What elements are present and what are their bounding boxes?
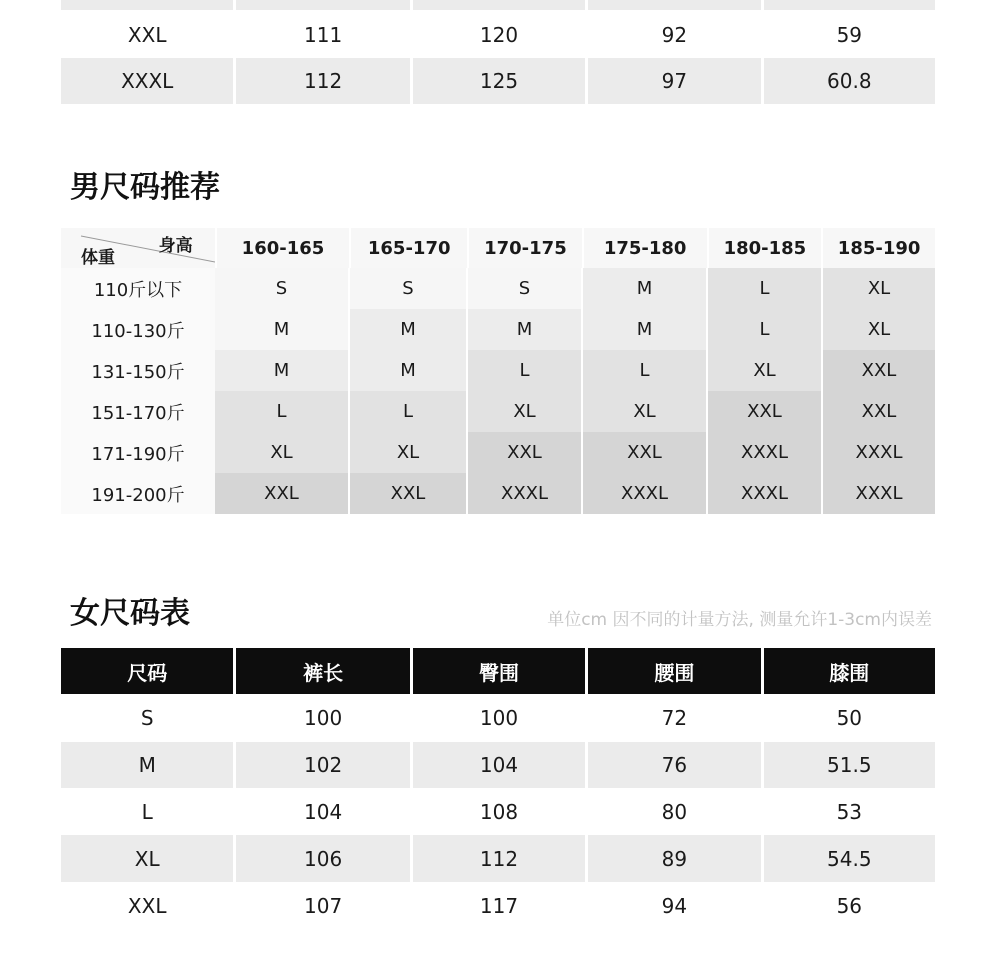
- size-cell: M: [350, 309, 466, 350]
- table-cell: 104: [304, 799, 343, 824]
- size-cell: S: [350, 268, 466, 309]
- size-cell: XXXL: [708, 473, 821, 514]
- size-cell: XXL: [823, 350, 935, 391]
- size-cell: XL: [708, 350, 821, 391]
- table-row: [61, 835, 935, 882]
- recommend-row: [61, 473, 935, 514]
- table-cell: 50: [836, 706, 863, 730]
- table-cell: S: [140, 706, 154, 730]
- size-cell: XXXL: [708, 432, 821, 473]
- table-cell: 125: [413, 58, 585, 104]
- size-cell: M: [583, 268, 706, 309]
- weight-label: 110-130斤: [61, 309, 215, 350]
- height-header: 165-170: [351, 228, 467, 268]
- table-row: [61, 694, 935, 742]
- table-cell: 92: [661, 23, 688, 47]
- table-cell: 72: [661, 706, 688, 730]
- height-header: 170-175: [469, 228, 582, 268]
- size-cell: XXL: [708, 391, 821, 432]
- table-row: [61, 788, 935, 835]
- table-cell: 100: [304, 706, 343, 730]
- table-cell: 102: [236, 742, 409, 788]
- table-row: [61, 12, 935, 58]
- size-cell: L: [350, 391, 466, 432]
- height-header: 175-180: [584, 228, 707, 268]
- size-cell: M: [468, 309, 581, 350]
- height-header: 180-185: [709, 228, 822, 268]
- top-size-table: [61, 12, 935, 104]
- table-cell: 120: [479, 23, 519, 47]
- table-cell: M: [61, 742, 233, 788]
- size-cell: XL: [215, 432, 348, 473]
- size-cell: M: [583, 309, 706, 350]
- size-cell: XL: [468, 391, 581, 432]
- table-cell: XXL: [127, 23, 167, 47]
- weight-label: 171-190斤: [61, 432, 215, 473]
- corner-weight-label: 体重: [81, 248, 115, 268]
- column-header: 腰围: [588, 648, 760, 694]
- men-recommend-title: 男尺码推荐: [70, 170, 220, 205]
- size-cell: L: [708, 268, 821, 309]
- size-cell: XXL: [823, 391, 935, 432]
- recommend-row: [61, 432, 935, 473]
- size-cell: XL: [350, 432, 466, 473]
- column-header: 臀围: [413, 648, 585, 694]
- table-row: [61, 882, 935, 930]
- size-cell: XXXL: [583, 473, 706, 514]
- table-cell: 94: [661, 894, 688, 918]
- table-cell: L: [141, 799, 153, 824]
- recommend-row: [61, 391, 935, 432]
- column-header: 裤长: [236, 648, 409, 694]
- size-cell: XL: [823, 268, 935, 309]
- table-cell: 59: [836, 23, 863, 47]
- weight-label: 151-170斤: [61, 391, 215, 432]
- table-cell: 112: [413, 835, 585, 882]
- table-cell: 111: [304, 23, 343, 47]
- table-cell: 76: [588, 742, 760, 788]
- table-cell: 60.8: [764, 58, 935, 104]
- size-cell: XL: [583, 391, 706, 432]
- recommend-row: [61, 268, 935, 309]
- table-header-row: [61, 648, 935, 694]
- size-cell: XXL: [215, 473, 348, 514]
- height-header: 185-190: [823, 228, 935, 268]
- table-cell: 56: [836, 894, 863, 918]
- table-cell: 51.5: [764, 742, 935, 788]
- recommend-header-row: [61, 228, 935, 268]
- table-cell: XXXL: [61, 58, 233, 104]
- size-cell: S: [468, 268, 581, 309]
- size-cell: XXL: [583, 432, 706, 473]
- size-cell: XL: [823, 309, 935, 350]
- size-cell: M: [215, 309, 348, 350]
- size-cell: XXXL: [823, 473, 935, 514]
- table-row: [61, 742, 935, 788]
- table-cell: 106: [236, 835, 409, 882]
- size-cell: XXXL: [823, 432, 935, 473]
- size-cell: L: [215, 391, 348, 432]
- column-header: 膝围: [764, 648, 935, 694]
- size-cell: L: [468, 350, 581, 391]
- table-cell: 108: [479, 799, 519, 824]
- table-cell: 89: [588, 835, 760, 882]
- table-cell: XXL: [127, 894, 167, 918]
- top-table-remnant: [61, 0, 935, 10]
- size-cell: M: [215, 350, 348, 391]
- height-header: 160-165: [217, 228, 350, 268]
- table-cell: 53: [836, 799, 863, 824]
- men-recommend-grid: [61, 228, 935, 514]
- size-cell: XXL: [468, 432, 581, 473]
- table-cell: 107: [304, 894, 343, 918]
- table-cell: XL: [61, 835, 233, 882]
- weight-label: 191-200斤: [61, 473, 215, 514]
- size-cell: M: [350, 350, 466, 391]
- weight-label: 131-150斤: [61, 350, 215, 391]
- size-cell: L: [583, 350, 706, 391]
- measurement-note: 单位cm 因不同的计量方法, 测量允许1-3cm内误差: [547, 610, 932, 630]
- corner-header-cell: [61, 228, 215, 268]
- table-cell: 80: [661, 799, 688, 824]
- recommend-row: [61, 309, 935, 350]
- size-cell: XXXL: [468, 473, 581, 514]
- table-cell: 117: [479, 894, 519, 918]
- table-row: [61, 0, 935, 10]
- size-cell: S: [215, 268, 348, 309]
- women-size-table: [61, 648, 935, 930]
- table-cell: 97: [588, 58, 760, 104]
- women-size-title: 女尺码表: [70, 596, 190, 631]
- table-cell: 104: [413, 742, 585, 788]
- size-cell: XXL: [350, 473, 466, 514]
- corner-height-label: 身高: [158, 236, 193, 256]
- table-row: [61, 58, 935, 104]
- size-cell: L: [708, 309, 821, 350]
- column-header: 尺码: [61, 648, 233, 694]
- table-cell: 112: [236, 58, 409, 104]
- table-cell: 54.5: [764, 835, 935, 882]
- table-cell: 100: [479, 706, 519, 730]
- recommend-row: [61, 350, 935, 391]
- weight-label: 110斤以下: [61, 268, 215, 309]
